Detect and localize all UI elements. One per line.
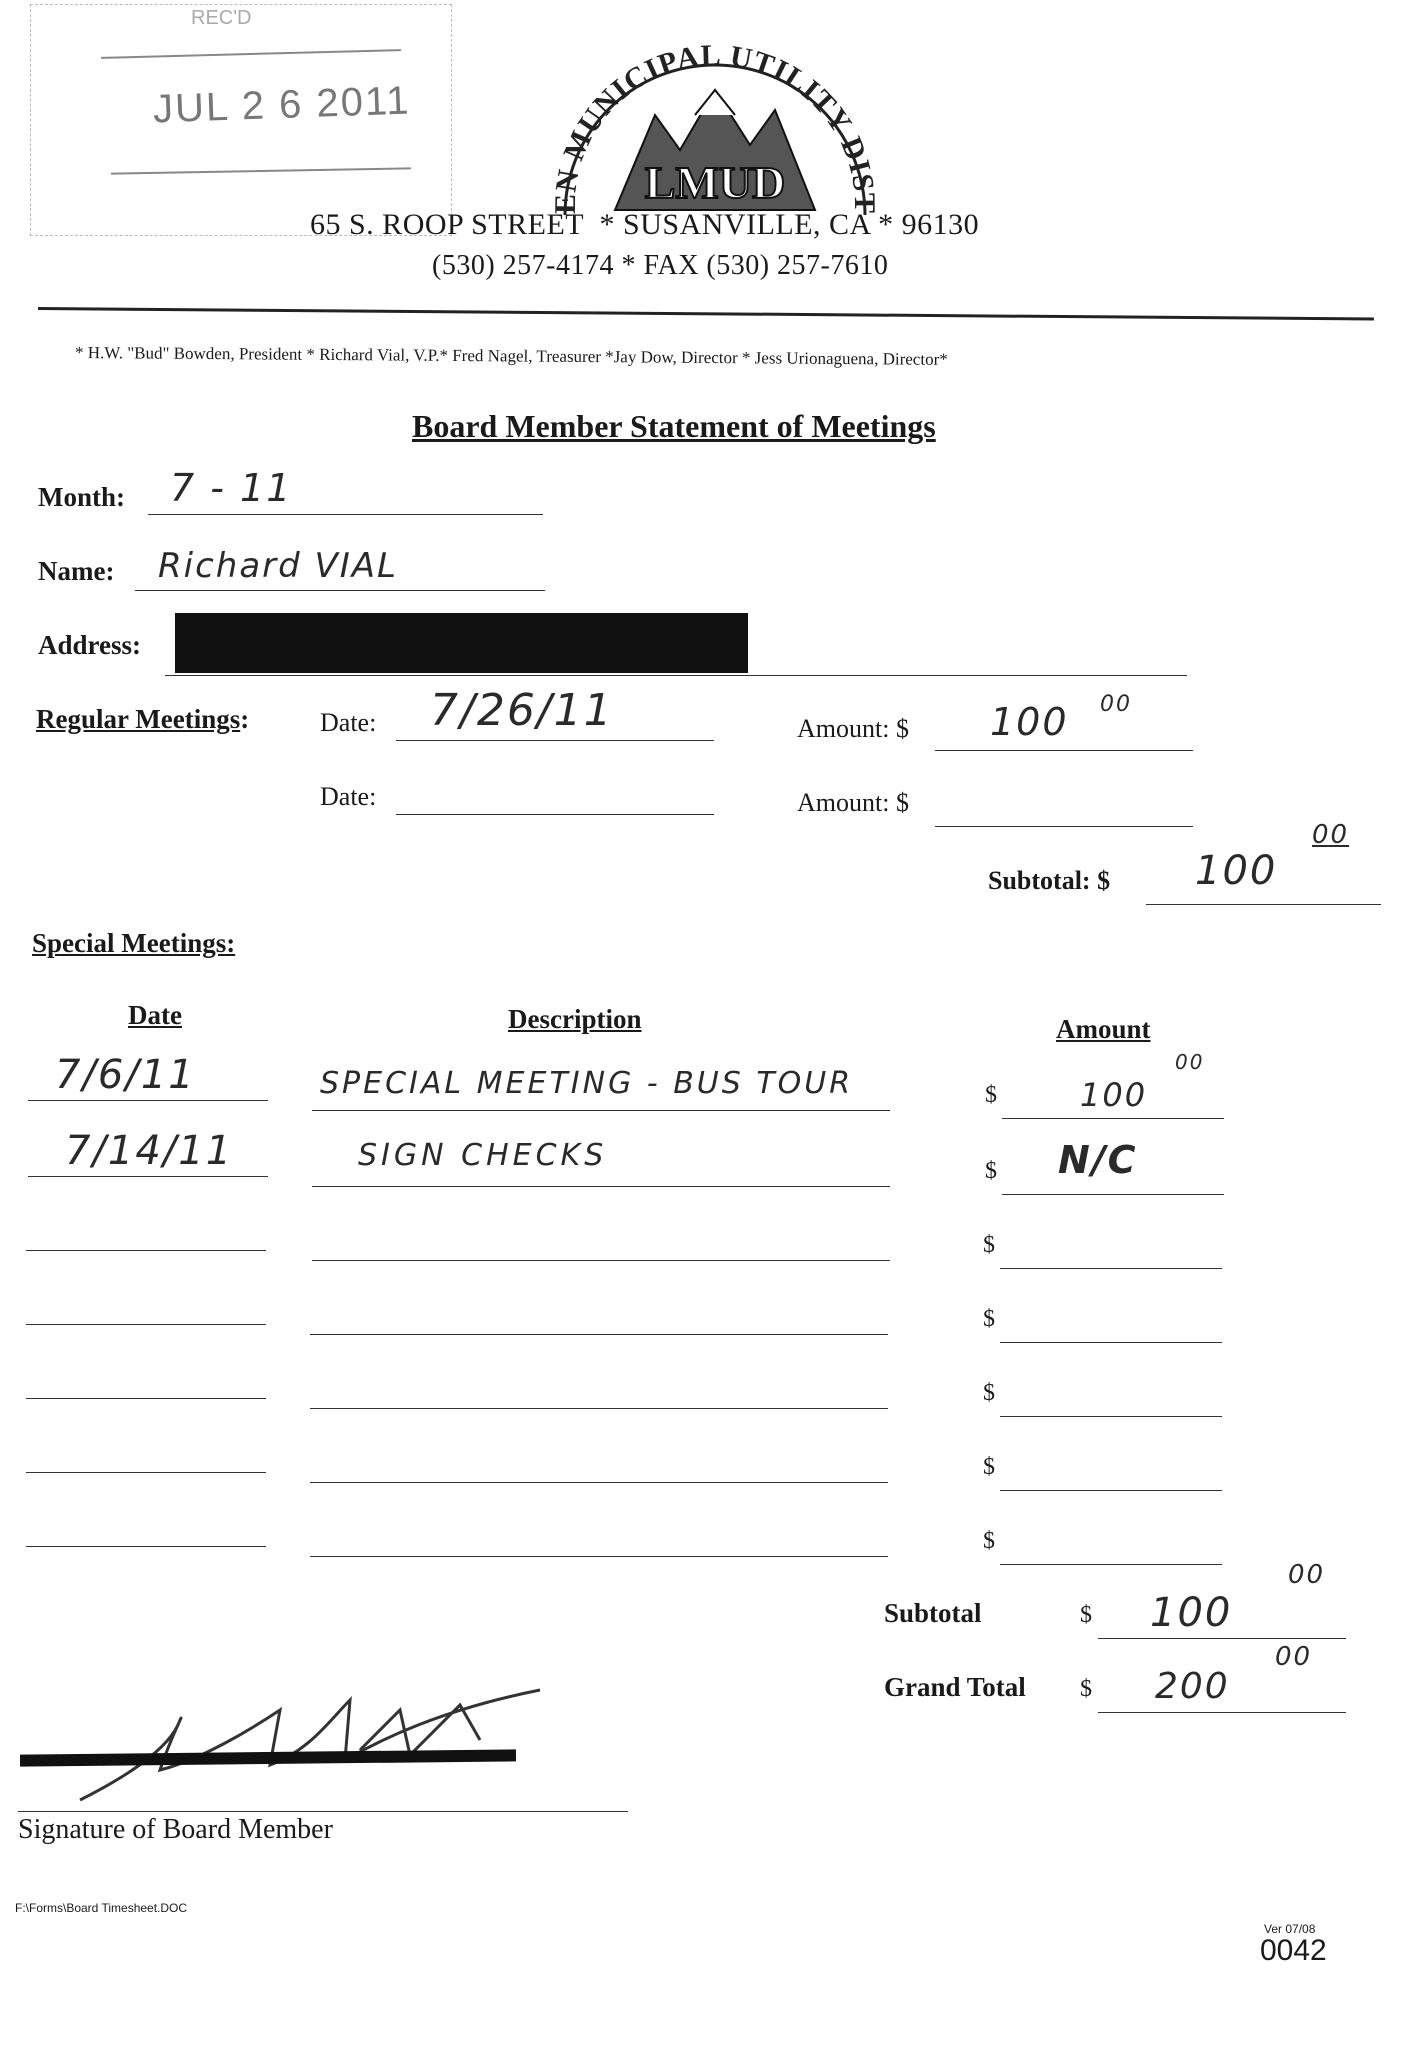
special-amount-1: 100: [1080, 1076, 1148, 1114]
signature-scribble: [60, 1680, 560, 1810]
special-dollar-6: $: [983, 1454, 995, 1480]
special-amount-2: N/C: [1058, 1138, 1138, 1182]
special-dollar-5: $: [983, 1380, 995, 1406]
special-desc-line-6: [310, 1482, 888, 1483]
regular-meetings-heading: Regular Meetings:: [36, 704, 250, 734]
special-desc-line-4: [310, 1334, 888, 1335]
special-subtotal-dollar: $: [1080, 1602, 1092, 1628]
special-amount-line-2: [1002, 1194, 1224, 1195]
special-amount-line-4: [1000, 1342, 1222, 1343]
page-title: Board Member Statement of Meetings: [412, 408, 936, 444]
address-redaction: [175, 613, 748, 673]
special-amount-cents-1: 00: [1175, 1050, 1205, 1074]
name-value: Richard VIAL: [158, 546, 399, 586]
signature-line: [18, 1811, 628, 1812]
special-subtotal-cents: 00: [1288, 1560, 1326, 1590]
regular-amount-label-1: Amount: $: [797, 714, 909, 743]
header-phone: (530) 257-4174 * FAX (530) 257-7610: [432, 250, 889, 281]
regular-date-line-2: [396, 814, 714, 815]
special-desc-line-2: [312, 1186, 890, 1187]
month-label: Month:: [38, 482, 125, 512]
special-dollar-7: $: [983, 1528, 995, 1554]
special-desc-2: SIGN CHECKS: [358, 1138, 608, 1173]
special-meetings-heading: Special Meetings:: [32, 928, 236, 958]
regular-subtotal-value: 100: [1195, 848, 1278, 894]
header-address: 65 S. ROOP STREET * SUSANVILLE, CA * 96130: [310, 208, 980, 241]
special-subtotal-label: Subtotal: [884, 1598, 982, 1628]
regular-date-label-1: Date:: [320, 708, 377, 737]
stamp-date: JUL 2 6 2011: [152, 78, 412, 132]
signature-label: Signature of Board Member: [18, 1814, 333, 1845]
grand-total-cents: 00: [1275, 1642, 1313, 1672]
special-date-line-6: [26, 1472, 266, 1473]
regular-amount-line-1: [935, 750, 1193, 751]
name-line: [135, 590, 545, 591]
special-date-line-7: [26, 1546, 266, 1547]
regular-amount-line-2: [935, 826, 1193, 827]
special-date-line-3: [26, 1250, 266, 1251]
special-dollar-1: $: [985, 1082, 997, 1108]
special-desc-1: SPECIAL MEETING - BUS TOUR: [320, 1066, 854, 1101]
stamp-received-label: REC'D: [191, 7, 252, 29]
special-date-line-2: [28, 1176, 268, 1177]
logo-monogram: LMUD: [644, 157, 786, 208]
regular-amount-cents-1: 00: [1100, 692, 1132, 717]
special-amount-line-7: [1000, 1564, 1222, 1565]
regular-subtotal-cents: 00: [1312, 820, 1350, 850]
special-subtotal-value: 100: [1150, 1590, 1233, 1636]
footer-path: F:\Forms\Board Timesheet.DOC: [15, 1901, 188, 1915]
regular-subtotal-label: Subtotal: $: [988, 866, 1111, 895]
grand-total-label: Grand Total: [884, 1672, 1026, 1702]
regular-subtotal-line: [1146, 904, 1381, 905]
grand-total-line: [1098, 1712, 1346, 1713]
special-date-line-5: [26, 1398, 266, 1399]
regular-amount-label-2: Amount: $: [797, 788, 909, 817]
month-value: 7 - 11: [170, 466, 293, 510]
special-dollar-3: $: [983, 1232, 995, 1258]
special-amount-line-6: [1000, 1490, 1222, 1491]
logo-arc-text: EN MUNICIPAL UTILITY DIST: [548, 38, 882, 215]
col-header-date: Date: [128, 1000, 182, 1030]
address-label: Address:: [38, 630, 142, 660]
special-date-line-1: [28, 1100, 268, 1101]
footer-version: Ver 07/08: [1264, 1922, 1316, 1936]
regular-date-label-2: Date:: [320, 782, 377, 811]
special-date-line-4: [26, 1324, 266, 1325]
special-desc-line-1: [312, 1110, 890, 1111]
special-date-2: 7/14/11: [65, 1128, 234, 1174]
special-amount-line-1: [1002, 1118, 1224, 1119]
special-amount-line-5: [1000, 1416, 1222, 1417]
footer-page-number: 0042: [1260, 1934, 1327, 1967]
special-amount-line-3: [1000, 1268, 1222, 1269]
col-header-description: Description: [508, 1004, 642, 1034]
address-line: [165, 675, 1187, 676]
grand-total-dollar: $: [1080, 1676, 1092, 1702]
regular-amount-1: 100: [990, 700, 1069, 744]
received-stamp: [30, 4, 452, 236]
district-logo: [545, 20, 885, 220]
special-dollar-4: $: [983, 1306, 995, 1332]
special-desc-line-7: [310, 1556, 888, 1557]
grand-total-value: 200: [1155, 1666, 1230, 1707]
name-label: Name:: [38, 556, 115, 586]
regular-date-line-1: [396, 740, 714, 741]
month-line: [148, 514, 543, 515]
special-date-1: 7/6/11: [55, 1052, 196, 1098]
col-header-amount: Amount: [1056, 1014, 1151, 1044]
special-dollar-2: $: [985, 1158, 997, 1184]
regular-date-1: 7/26/11: [430, 685, 614, 736]
special-desc-line-3: [312, 1260, 890, 1261]
board-members: * H.W. "Bud" Bowden, President * Richard Vial, V.P.* Fred Nagel, Treasurer *Jay Dow, Director * Jess Urionaguena, Director*: [74, 343, 948, 369]
special-desc-line-5: [310, 1408, 888, 1409]
header-divider: [38, 307, 1374, 320]
special-subtotal-line: [1098, 1638, 1346, 1639]
